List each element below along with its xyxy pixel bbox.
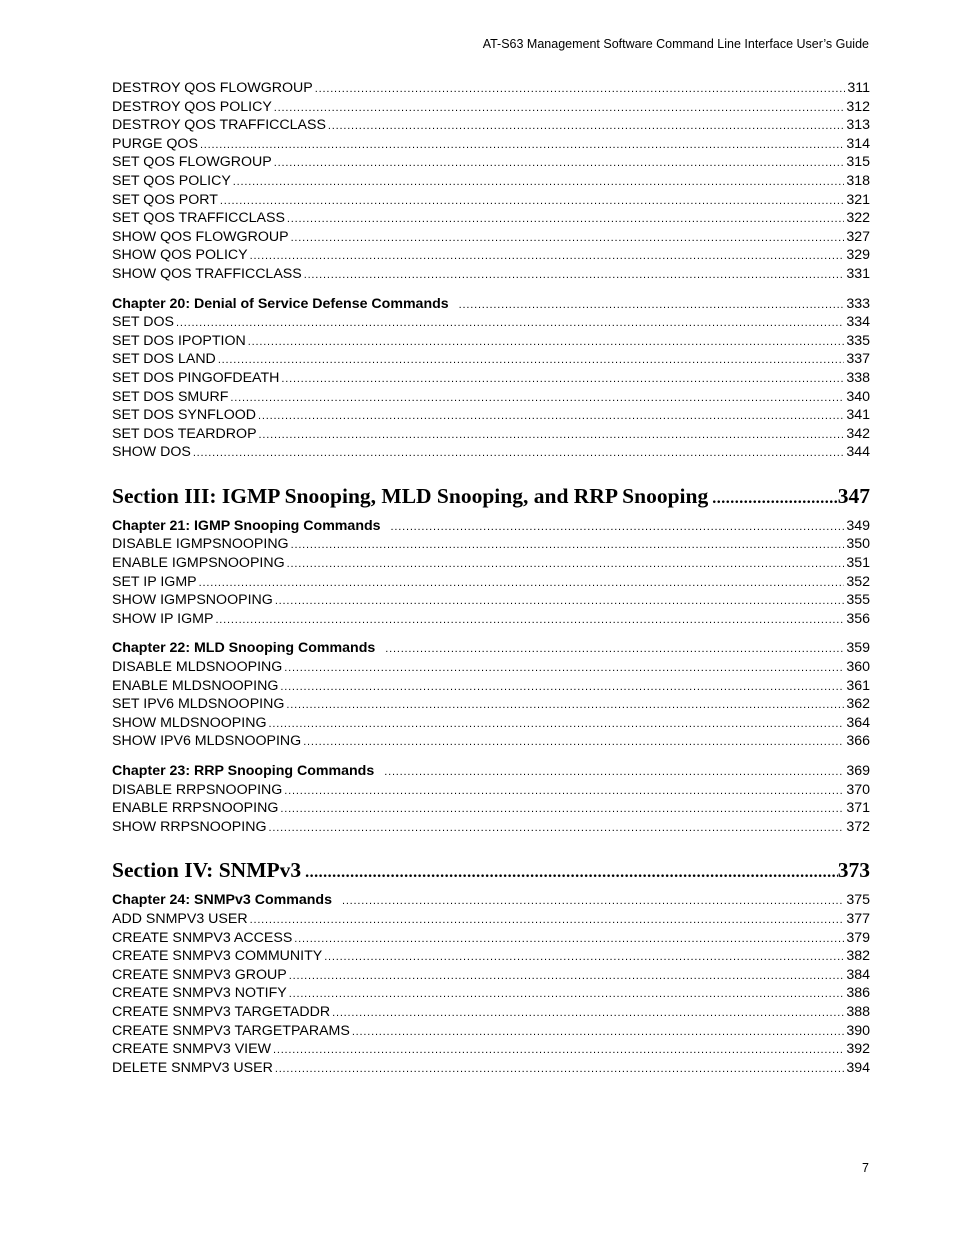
command-name: DISABLE RRPSNOOPING xyxy=(112,781,283,798)
toc-entry[interactable] xyxy=(112,191,870,210)
toc-entry[interactable] xyxy=(112,228,870,247)
command-name: SHOW QOS FLOWGROUP xyxy=(112,228,289,245)
entry-page-number: 379 xyxy=(846,929,870,946)
dot-leader xyxy=(352,1023,845,1042)
toc-entry[interactable] xyxy=(112,265,870,284)
toc-entry[interactable] xyxy=(112,79,870,98)
section-block xyxy=(112,855,870,885)
entry-page-number: 366 xyxy=(846,733,870,750)
entry-page-number: 338 xyxy=(846,369,870,386)
entry-page-number: 321 xyxy=(846,191,870,208)
dot-leader xyxy=(305,858,838,888)
toc-entry[interactable] xyxy=(112,98,870,117)
entry-page-number: 329 xyxy=(846,247,870,264)
toc-entry[interactable] xyxy=(112,695,870,714)
chapter-title: Chapter 20: Denial of Service Defense Commands xyxy=(112,295,449,312)
toc-entry[interactable] xyxy=(112,610,870,629)
command-name: SHOW IP IGMP xyxy=(112,610,214,627)
command-name: SHOW IGMPSNOOPING xyxy=(112,592,273,609)
dot-leader xyxy=(304,266,845,285)
command-name: SET DOS xyxy=(112,314,175,331)
command-name: DISABLE IGMPSNOOPING xyxy=(112,536,289,553)
command-name: CREATE SNMPV3 COMMUNITY xyxy=(112,948,323,965)
dot-leader xyxy=(289,985,845,1004)
command-name: ADD SNMPV3 USER xyxy=(112,910,248,927)
dot-leader xyxy=(200,136,844,155)
dot-leader xyxy=(274,154,845,173)
section-title: Section IV: SNMPv3 xyxy=(112,858,302,883)
entry-page-number: 313 xyxy=(846,117,870,134)
entry-page-number: 362 xyxy=(846,696,870,713)
toc-entry[interactable] xyxy=(112,781,870,800)
chapter-page-number: 359 xyxy=(846,640,870,657)
dot-leader xyxy=(284,659,844,678)
command-name: PURGE QOS xyxy=(112,135,198,152)
toc-entry[interactable] xyxy=(112,1022,870,1041)
command-name: DESTROY QOS POLICY xyxy=(112,98,272,115)
entry-page-number: 350 xyxy=(846,536,870,553)
command-name: SET QOS PORT xyxy=(112,191,218,208)
command-name: SET DOS SMURF xyxy=(112,388,229,405)
running-header: AT-S63 Management Software Command Line Interface User’s Guide xyxy=(482,37,869,51)
entry-page-number: 334 xyxy=(846,314,870,331)
command-name: SHOW QOS TRAFFICCLASS xyxy=(112,265,302,282)
entry-page-number: 342 xyxy=(846,425,870,442)
command-name: DISABLE MLDSNOOPING xyxy=(112,659,283,676)
dot-leader xyxy=(289,967,845,986)
chapter-heading[interactable] xyxy=(112,762,870,781)
dot-leader xyxy=(391,518,845,537)
toc-entry[interactable] xyxy=(112,984,870,1003)
command-name: CREATE SNMPV3 ACCESS xyxy=(112,929,293,946)
entry-page-number: 372 xyxy=(846,818,870,835)
entry-page-number: 315 xyxy=(846,154,870,171)
entry-page-number: 390 xyxy=(846,1022,870,1039)
command-name: SHOW RRPSNOOPING xyxy=(112,818,267,835)
dot-leader xyxy=(259,426,845,445)
entry-page-number: 337 xyxy=(846,351,870,368)
toc-entry[interactable] xyxy=(112,677,870,696)
chapter-block xyxy=(112,891,870,1077)
toc-entry[interactable] xyxy=(112,1003,870,1022)
dot-leader xyxy=(258,407,844,426)
toc-entry[interactable] xyxy=(112,1040,870,1059)
chapter-page-number: 349 xyxy=(846,517,870,534)
entry-page-number: 355 xyxy=(846,592,870,609)
dot-leader xyxy=(284,782,844,801)
entry-page-number: 344 xyxy=(846,444,870,461)
entry-page-number: 364 xyxy=(846,714,870,731)
dot-leader xyxy=(286,696,844,715)
chapter-block xyxy=(112,762,870,836)
toc-entry[interactable] xyxy=(112,799,870,818)
entry-page-number: 392 xyxy=(846,1041,870,1058)
dot-leader xyxy=(248,333,845,352)
entry-page-number: 335 xyxy=(846,332,870,349)
section-title: Section III: IGMP Snooping, MLD Snooping, and RRP Snooping xyxy=(112,483,709,508)
command-name: SET DOS LAND xyxy=(112,351,216,368)
chapter-block xyxy=(112,295,870,462)
chapter-heading[interactable] xyxy=(112,891,870,910)
command-name: CREATE SNMPV3 NOTIFY xyxy=(112,985,287,1002)
dot-leader xyxy=(218,351,845,370)
toc-entry[interactable] xyxy=(112,313,870,332)
entry-page-number: 386 xyxy=(846,985,870,1002)
dot-leader xyxy=(332,1004,844,1023)
dot-leader xyxy=(193,444,845,463)
dot-leader xyxy=(303,733,844,752)
entry-page-number: 351 xyxy=(846,555,870,572)
dot-leader xyxy=(315,80,846,99)
command-name: SET DOS SYNFLOOD xyxy=(112,407,257,424)
toc-entry[interactable] xyxy=(112,535,870,554)
chapter-title: Chapter 21: IGMP Snooping Commands xyxy=(112,517,381,534)
table-of-contents xyxy=(112,79,870,1077)
dot-leader xyxy=(199,574,845,593)
toc-entry[interactable] xyxy=(112,573,870,592)
chapter-heading[interactable] xyxy=(112,295,870,314)
toc-entry[interactable] xyxy=(112,929,870,948)
toc-entry[interactable] xyxy=(112,910,870,929)
command-name: SET DOS PINGOFDEATH xyxy=(112,369,280,386)
section-block xyxy=(112,481,870,511)
entry-page-number: 388 xyxy=(846,1003,870,1020)
command-name: SHOW QOS POLICY xyxy=(112,247,248,264)
toc-entry[interactable] xyxy=(112,209,870,228)
dot-leader xyxy=(294,930,844,949)
dot-leader xyxy=(274,99,845,118)
entry-page-number: 382 xyxy=(846,948,870,965)
dot-leader xyxy=(384,763,844,782)
entry-list xyxy=(112,79,870,284)
toc-entry[interactable] xyxy=(112,658,870,677)
dot-leader xyxy=(176,314,844,333)
dot-leader xyxy=(275,1060,844,1079)
entry-page-number: 341 xyxy=(846,407,870,424)
entry-page-number: 318 xyxy=(846,172,870,189)
dot-leader xyxy=(291,536,845,555)
dot-leader xyxy=(385,640,844,659)
dot-leader xyxy=(328,117,844,136)
entry-page-number: 384 xyxy=(846,966,870,983)
section-page-number: 373 xyxy=(837,858,870,883)
chapter-page-number: 333 xyxy=(846,295,870,312)
command-name: SET QOS TRAFFICCLASS xyxy=(112,210,285,227)
toc-entry[interactable] xyxy=(112,172,870,191)
entry-page-number: 370 xyxy=(846,781,870,798)
dot-leader xyxy=(324,948,844,967)
dot-leader xyxy=(280,678,844,697)
command-name: CREATE SNMPV3 VIEW xyxy=(112,1041,271,1058)
dot-leader xyxy=(291,229,845,248)
entry-page-number: 356 xyxy=(846,610,870,627)
section-heading[interactable] xyxy=(112,481,870,511)
toc-entry[interactable] xyxy=(112,153,870,172)
entry-page-number: 311 xyxy=(847,80,870,96)
command-name: SHOW DOS xyxy=(112,444,191,461)
section-page-number: 347 xyxy=(837,483,870,508)
dot-leader xyxy=(459,296,845,315)
entry-page-number: 371 xyxy=(846,800,870,817)
toc-entry[interactable] xyxy=(112,332,870,351)
chapter-title: Chapter 24: SNMPv3 Commands xyxy=(112,892,332,909)
command-name: SET DOS IPOPTION xyxy=(112,332,246,349)
dot-leader xyxy=(269,819,845,838)
dot-leader xyxy=(712,484,838,514)
entry-page-number: 377 xyxy=(846,910,870,927)
dot-leader xyxy=(281,370,844,389)
dot-leader xyxy=(215,611,844,630)
entry-page-number: 394 xyxy=(846,1059,870,1076)
page-number: 7 xyxy=(862,1161,869,1175)
dot-leader xyxy=(230,389,844,408)
command-name: SET QOS FLOWGROUP xyxy=(112,154,272,171)
command-name: DESTROY QOS FLOWGROUP xyxy=(112,80,313,96)
command-name: ENABLE MLDSNOOPING xyxy=(112,677,279,694)
toc-entry[interactable] xyxy=(112,947,870,966)
toc-entry[interactable] xyxy=(112,350,870,369)
dot-leader xyxy=(250,911,845,930)
chapter-title: Chapter 22: MLD Snooping Commands xyxy=(112,640,376,657)
command-name: ENABLE IGMPSNOOPING xyxy=(112,555,285,572)
command-name: SET DOS TEARDROP xyxy=(112,425,257,442)
chapter-heading[interactable] xyxy=(112,517,870,536)
toc-entry[interactable] xyxy=(112,425,870,444)
toc-entry[interactable] xyxy=(112,554,870,573)
dot-leader xyxy=(273,1041,844,1060)
toc-entry[interactable] xyxy=(112,388,870,407)
command-name: DELETE SNMPV3 USER xyxy=(112,1059,273,1076)
toc-entry[interactable] xyxy=(112,116,870,135)
dot-leader xyxy=(269,715,845,734)
dot-leader xyxy=(287,555,845,574)
toc-entry[interactable] xyxy=(112,732,870,751)
dot-leader xyxy=(233,173,845,192)
command-name: CREATE SNMPV3 GROUP xyxy=(112,966,287,983)
toc-entry[interactable] xyxy=(112,443,870,462)
dot-leader xyxy=(275,592,845,611)
chapter-page-number: 369 xyxy=(846,763,870,779)
entry-page-number: 352 xyxy=(846,573,870,590)
command-name: SET IP IGMP xyxy=(112,573,197,590)
command-name: SET IPV6 MLDSNOOPING xyxy=(112,696,285,713)
toc-entry[interactable] xyxy=(112,135,870,154)
entry-page-number: 361 xyxy=(846,677,870,694)
toc-entry[interactable] xyxy=(112,1059,870,1078)
command-name: ENABLE RRPSNOOPING xyxy=(112,800,279,817)
chapter-block xyxy=(112,639,870,751)
dot-leader xyxy=(250,247,845,266)
toc-entry[interactable] xyxy=(112,591,870,610)
dot-leader xyxy=(342,892,844,911)
command-name: CREATE SNMPV3 TARGETADDR xyxy=(112,1003,331,1020)
section-heading[interactable] xyxy=(112,855,870,885)
toc-entry[interactable] xyxy=(112,246,870,265)
entry-page-number: 322 xyxy=(846,210,870,227)
toc-entry[interactable] xyxy=(112,369,870,388)
toc-entry[interactable] xyxy=(112,966,870,985)
entry-page-number: 314 xyxy=(846,135,870,152)
chapter-page-number: 375 xyxy=(846,892,870,909)
entry-page-number: 340 xyxy=(846,388,870,405)
command-name: SET QOS POLICY xyxy=(112,172,231,189)
entry-page-number: 327 xyxy=(846,228,870,245)
entry-page-number: 312 xyxy=(846,98,870,115)
command-name: SHOW MLDSNOOPING xyxy=(112,714,267,731)
command-name: CREATE SNMPV3 TARGETPARAMS xyxy=(112,1022,350,1039)
toc-entry[interactable] xyxy=(112,714,870,733)
chapter-title: Chapter 23: RRP Snooping Commands xyxy=(112,763,375,779)
toc-entry[interactable] xyxy=(112,406,870,425)
dot-leader xyxy=(220,192,844,211)
dot-leader xyxy=(280,800,844,819)
chapter-heading[interactable] xyxy=(112,639,870,658)
entry-page-number: 331 xyxy=(846,265,870,282)
chapter-block xyxy=(112,517,870,629)
entry-page-number: 360 xyxy=(846,659,870,676)
command-name: DESTROY QOS TRAFFICCLASS xyxy=(112,117,326,134)
dot-leader xyxy=(287,210,844,229)
toc-entry[interactable] xyxy=(112,818,870,837)
command-name: SHOW IPV6 MLDSNOOPING xyxy=(112,733,302,750)
